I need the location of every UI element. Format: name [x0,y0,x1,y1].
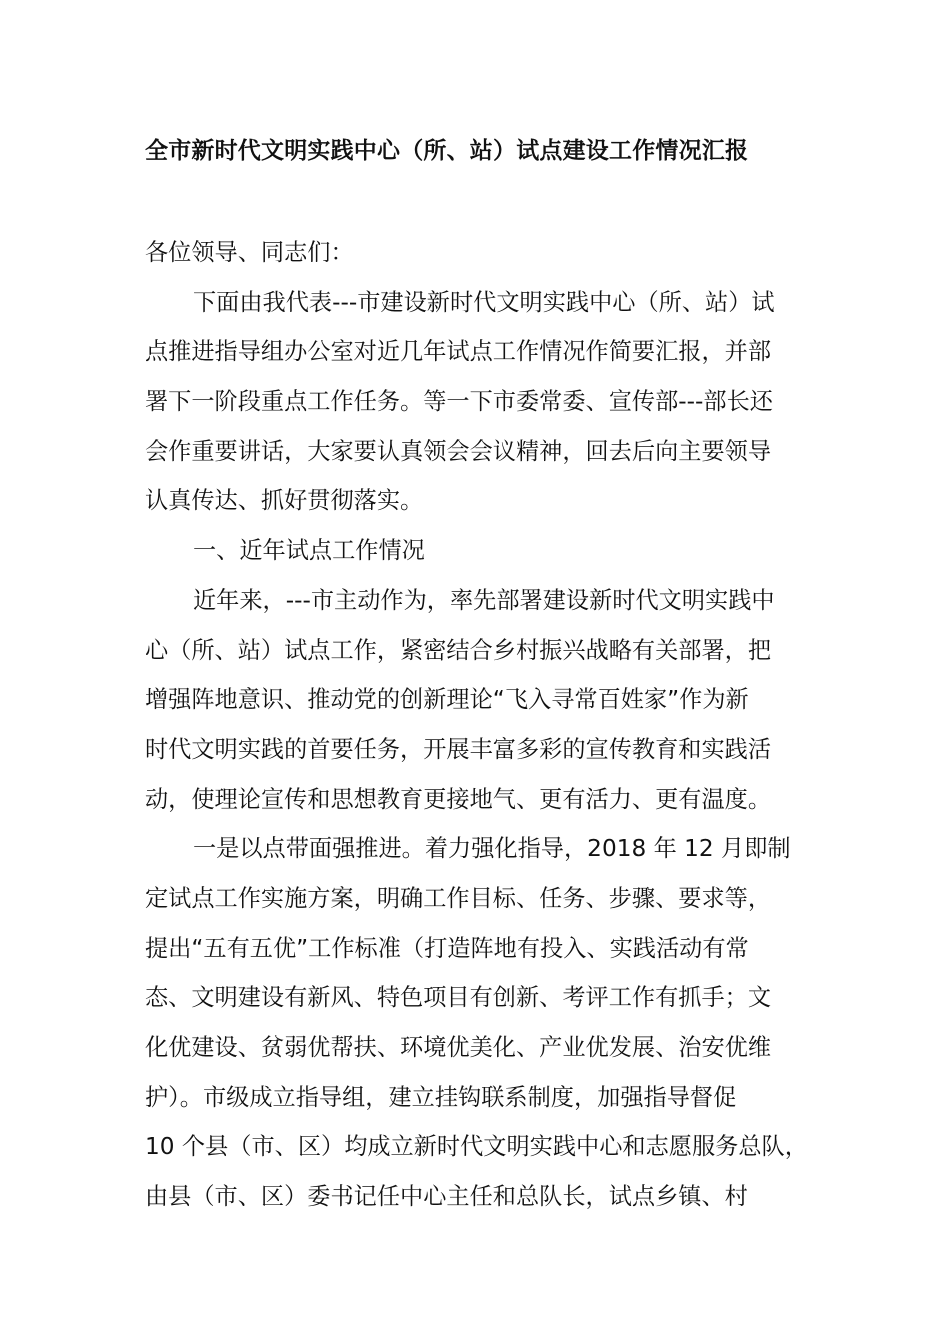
body-line: 认真传达、抓好贯彻落实。 [145,487,424,515]
body-line: 化优建设、贫弱优帮扶、环境优美化、产业优发展、治安优维 [145,1034,772,1061]
body-line: 心（所、站）试点工作，紧密结合乡村振兴战略有关部署，把 [145,636,772,664]
body-line: 各位领导、同志们： [145,239,354,266]
body-line: 下面由我代表---市建设新时代文明实践中心（所、站）试 [193,288,775,316]
document-title: 全市新时代文明实践中心（所、站）试点建设工作情况汇报 [145,138,749,164]
body-line: 时代文明实践的首要任务，开展丰富多彩的宣传教育和实践活 [145,735,772,763]
body-line: 点推进指导组办公室对近几年试点工作情况作简要汇报，并部 [145,338,772,366]
body-line: 增强阵地意识、推动党的创新理论“飞入寻常百姓家”作为新 [145,686,749,714]
body-line: 署下一阶段重点工作任务。等一下市委常委、宣传部---部长还 [145,388,773,416]
body-line: 一、近年试点工作情况 [193,537,425,565]
body-line: 会作重要讲话，大家要认真领会会议精神，回去后向主要领导 [145,437,772,465]
body-line: 提出“五有五优”工作标准（打造阵地有投入、实践活动有常 [145,934,749,962]
body-line: 近年来，---市主动作为，率先部署建设新时代文明实践中 [193,586,775,614]
body-line: 动，使理论宣传和思想教育更接地气、更有活力、更有温度。 [145,785,772,813]
body-line: 一是以点带面强推进。着力强化指导，2018 年 12 月即制 [193,835,791,863]
body-line: 10 个县（市、区）均成立新时代文明实践中心和志愿服务总队， [145,1133,808,1161]
document-body [145,228,825,1222]
body-line: 态、文明建设有新风、特色项目有创新、考评工作有抓手；文 [145,984,772,1012]
body-line: 护）。市级成立指导组，建立挂钩联系制度，加强指导督促 [145,1083,737,1111]
body-line: 定试点工作实施方案，明确工作目标、任务、步骤、要求等， [145,884,772,912]
body-line: 由县（市、区）委书记任中心主任和总队长，试点乡镇、村 [145,1183,748,1211]
